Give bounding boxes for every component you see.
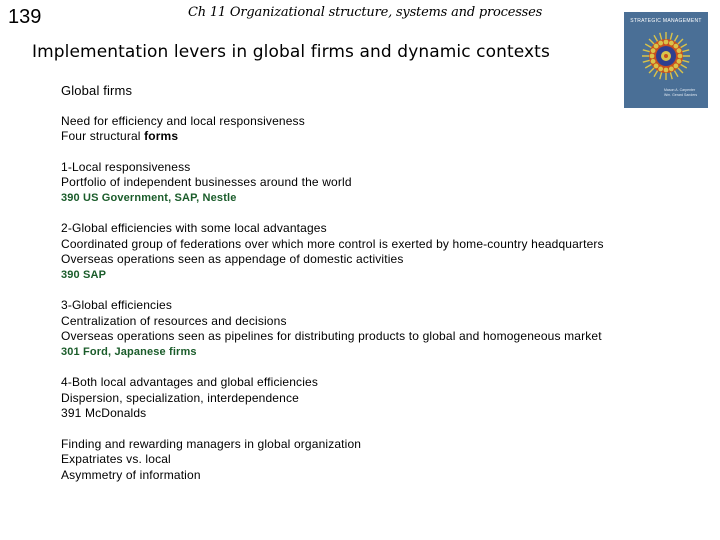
section-line: 2-Global efficiencies with some local advantages [61,221,327,235]
intro-line: Need for efficiency and local responsiveness [61,113,305,128]
book-cover-image [624,12,708,108]
intro-forms-bold: forms [144,129,179,143]
intro-forms-prefix: Four structural [61,129,145,143]
section-line: Expatriates vs. local [61,452,171,466]
section-managers [61,437,604,484]
section-global-efficiencies-local [61,221,604,283]
slide-number: 139 [8,6,42,28]
section-line: Coordinated group of federations over which more control is exerted by home-country headquarters [61,236,604,251]
main-title: Implementation levers in global firms and dynamic contexts [32,42,550,62]
section-global-efficiencies [61,298,604,360]
book-cover-author: Mason A. Carpenter [664,88,696,92]
section-line: 4-Both local advantages and global efficiencies [61,375,318,389]
section-line: Finding and rewarding managers in global organization [61,436,362,451]
book-cover-title: STRATEGIC MANAGEMENT [630,18,702,24]
section-line: 3-Global efficiencies [61,298,172,312]
section-line: Overseas operations seen as pipelines for distributing products to global and homogeneous market [61,329,602,343]
intro-forms-line [61,129,604,145]
section-line: 391 McDonalds [61,406,147,420]
section-both [61,375,604,422]
book-cover-author: Wm. Gerard Sanders [664,93,698,97]
section-reference: 390 US Government, SAP, Nestle [61,191,237,204]
section-line: Asymmetry of information [61,467,201,482]
section-line: Centralization of resources and decisions [61,313,287,328]
section-line: Dispersion, specialization, interdependence [61,390,299,405]
intro-block [61,114,604,145]
chapter-title: Ch 11 Organizational structure, systems and processes [188,5,543,20]
heading-global-firms: Global firms [61,83,133,98]
content-body [61,83,604,498]
book-cover-authors [664,88,697,98]
section-line: Portfolio of independent businesses around the world [61,175,352,189]
section-line: 1-Local responsiveness [61,159,191,174]
section-local-responsiveness [61,160,604,207]
section-reference: 301 Ford, Japanese firms [61,345,197,358]
section-reference: 390 SAP [61,268,107,281]
section-line: Overseas operations seen as appendage of domestic activities [61,252,404,266]
